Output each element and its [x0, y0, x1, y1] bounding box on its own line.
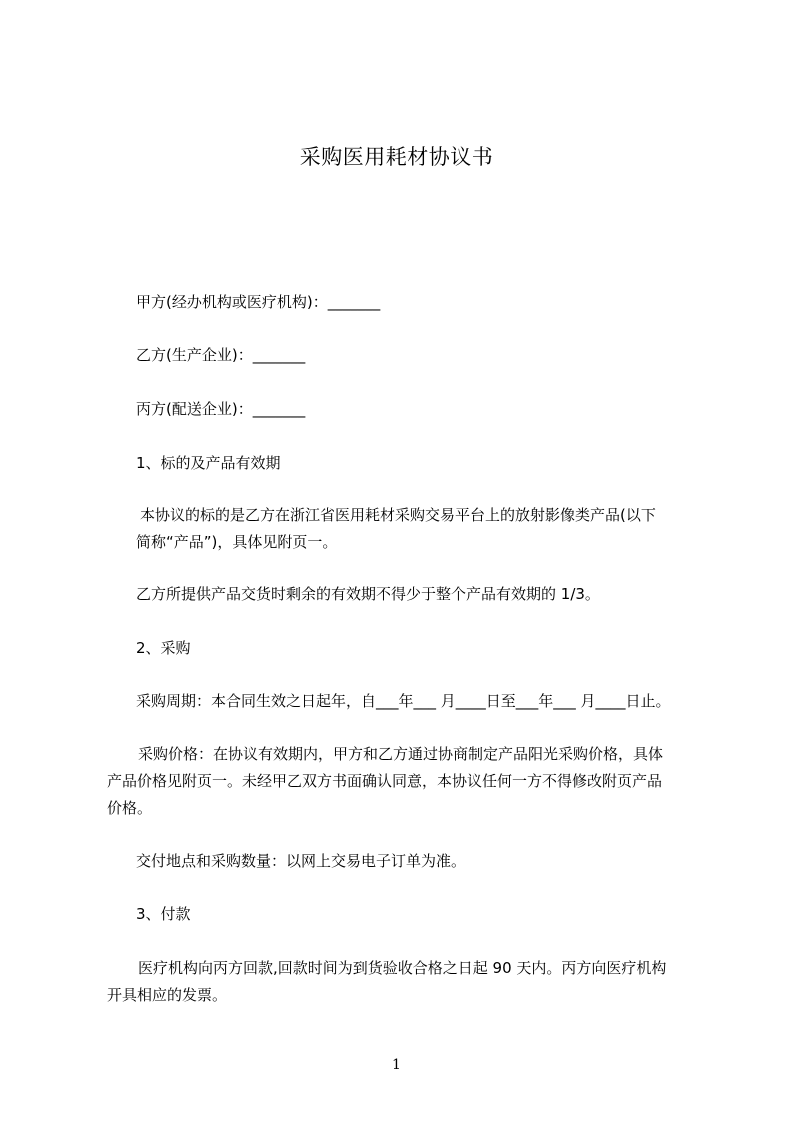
purchase-price-line-2: 产品价格见附页一。未经甲乙双方书面确认同意，本协议任何一方不得修改附页产品 [107, 772, 663, 790]
document-title: 采购医用耗材协议书 [299, 145, 494, 169]
section-3-heading: 3、付款 [136, 905, 191, 923]
purchase-price-line-1: 采购价格：在协议有效期内，甲方和乙方通过协商制定产品阳光采购价格，具体 [138, 745, 664, 763]
page-number: 1 [392, 1057, 401, 1073]
section-1-paragraph-2: 乙方所提供产品交货时剩余的有效期不得少于整个产品有效期的 1/3。 [136, 585, 600, 603]
party-c-line: 丙方(配送企业)：_______ [136, 400, 306, 418]
purchase-period-line: 采购周期：本合同生效之日起年，自___年___ 月____日至___年___ 月____日止。 [136, 692, 671, 710]
delivery-quantity-line: 交付地点和采购数量：以网上交易电子订单为准。 [136, 852, 467, 870]
section-1-paragraph-1-line-1: 本协议的标的是乙方在浙江省医用耗材采购交易平台上的放射影像类产品(以下 [140, 506, 656, 524]
section-1-paragraph-1-line-2: 简称“产品”)，具体见附页一。 [136, 533, 338, 551]
party-b-line: 乙方(生产企业)：_______ [136, 346, 306, 364]
payment-line-2: 开具相应的发票。 [107, 986, 228, 1004]
purchase-price-line-3: 价格。 [107, 799, 153, 817]
section-2-heading: 2、采购 [136, 639, 191, 657]
party-a-line: 甲方(经办机构或医疗机构)：_______ [136, 293, 381, 311]
section-1-heading: 1、标的及产品有效期 [136, 454, 281, 472]
payment-line-1: 医疗机构向丙方回款,回款时间为到货验收合格之日起 90 天内。丙方向医疗机构 [138, 959, 667, 977]
